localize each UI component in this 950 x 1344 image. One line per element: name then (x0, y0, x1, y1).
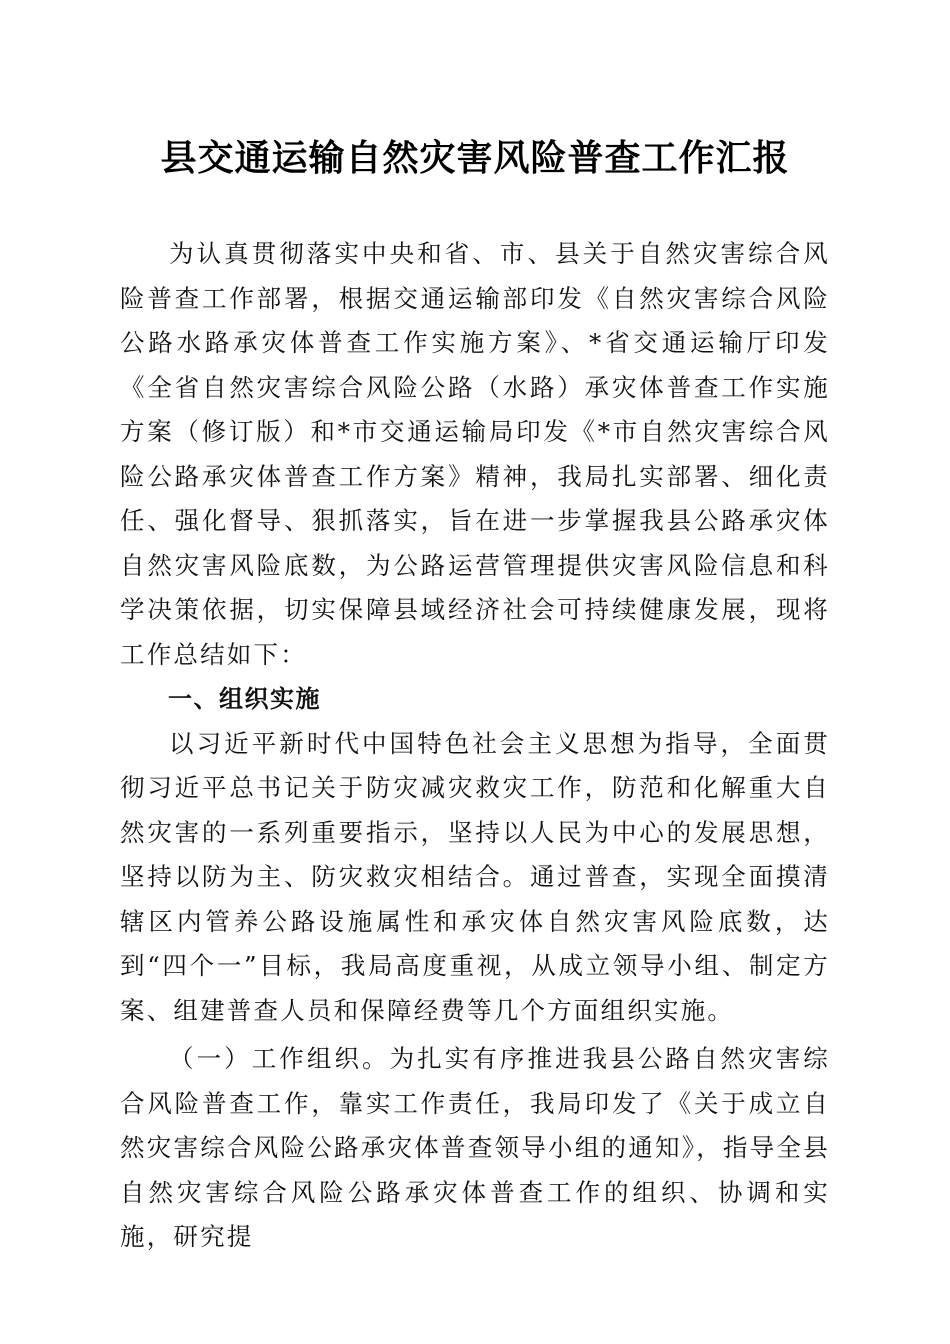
document-title: 县交通运输自然灾害风险普查工作汇报 (160, 137, 790, 179)
intro-paragraph: 为认真贯彻落实中央和省、市、县关于自然灾害综合风险普查工作部署，根据交通运输部印发《自然灾害综合风险公路水路承灾体普查工作实施方案》、*省交通运输厅印发《全省自然灾害综合风险公路（水路）承灾体普查工作实施方案（修订版）和*市交通运输局印发《*市自然灾害综合风险公路承灾体普查工作方案》精神，我局扎实部署、细化责任、强化督导、狠抓落实，旨在进一步掌握我县公路承灾体自然灾害风险底数，为公路运营管理提供灾害风险信息和科学决策依据，切实保障县域经济社会可持续健康发展，现将工作总结如下： (120, 239, 830, 669)
section-heading-organization: 一、组织实施 (168, 685, 321, 713)
subsection-paragraph: （一）工作组织。为扎实有序推进我县公路自然灾害综合风险普查工作，靠实工作责任，我局印发了《关于成立自然灾害综合风险公路承灾体普查领导小组的通知》，指导全县自然灾害综合风险公路承灾体普查工作的组织、协调和实施，研究提 (120, 1044, 830, 1251)
document-body (120, 232, 830, 1260)
section-paragraph: 以习近平新时代中国特色社会主义思想为指导，全面贯彻习近平总书记关于防灾减灾救灾工作，防范和化解重大自然灾害的一系列重要指示，坚持以人民为中心的发展思想，坚持以防为主、防灾救灾相结合。通过普查，实现全面摸清辖区内管养公路设施属性和承灾体自然灾害风险底数，达到“四个一”目标，我局高度重视，从成立领导小组、制定方案、组建普查人员和保障经费等几个方面组织实施。 (120, 728, 830, 1025)
